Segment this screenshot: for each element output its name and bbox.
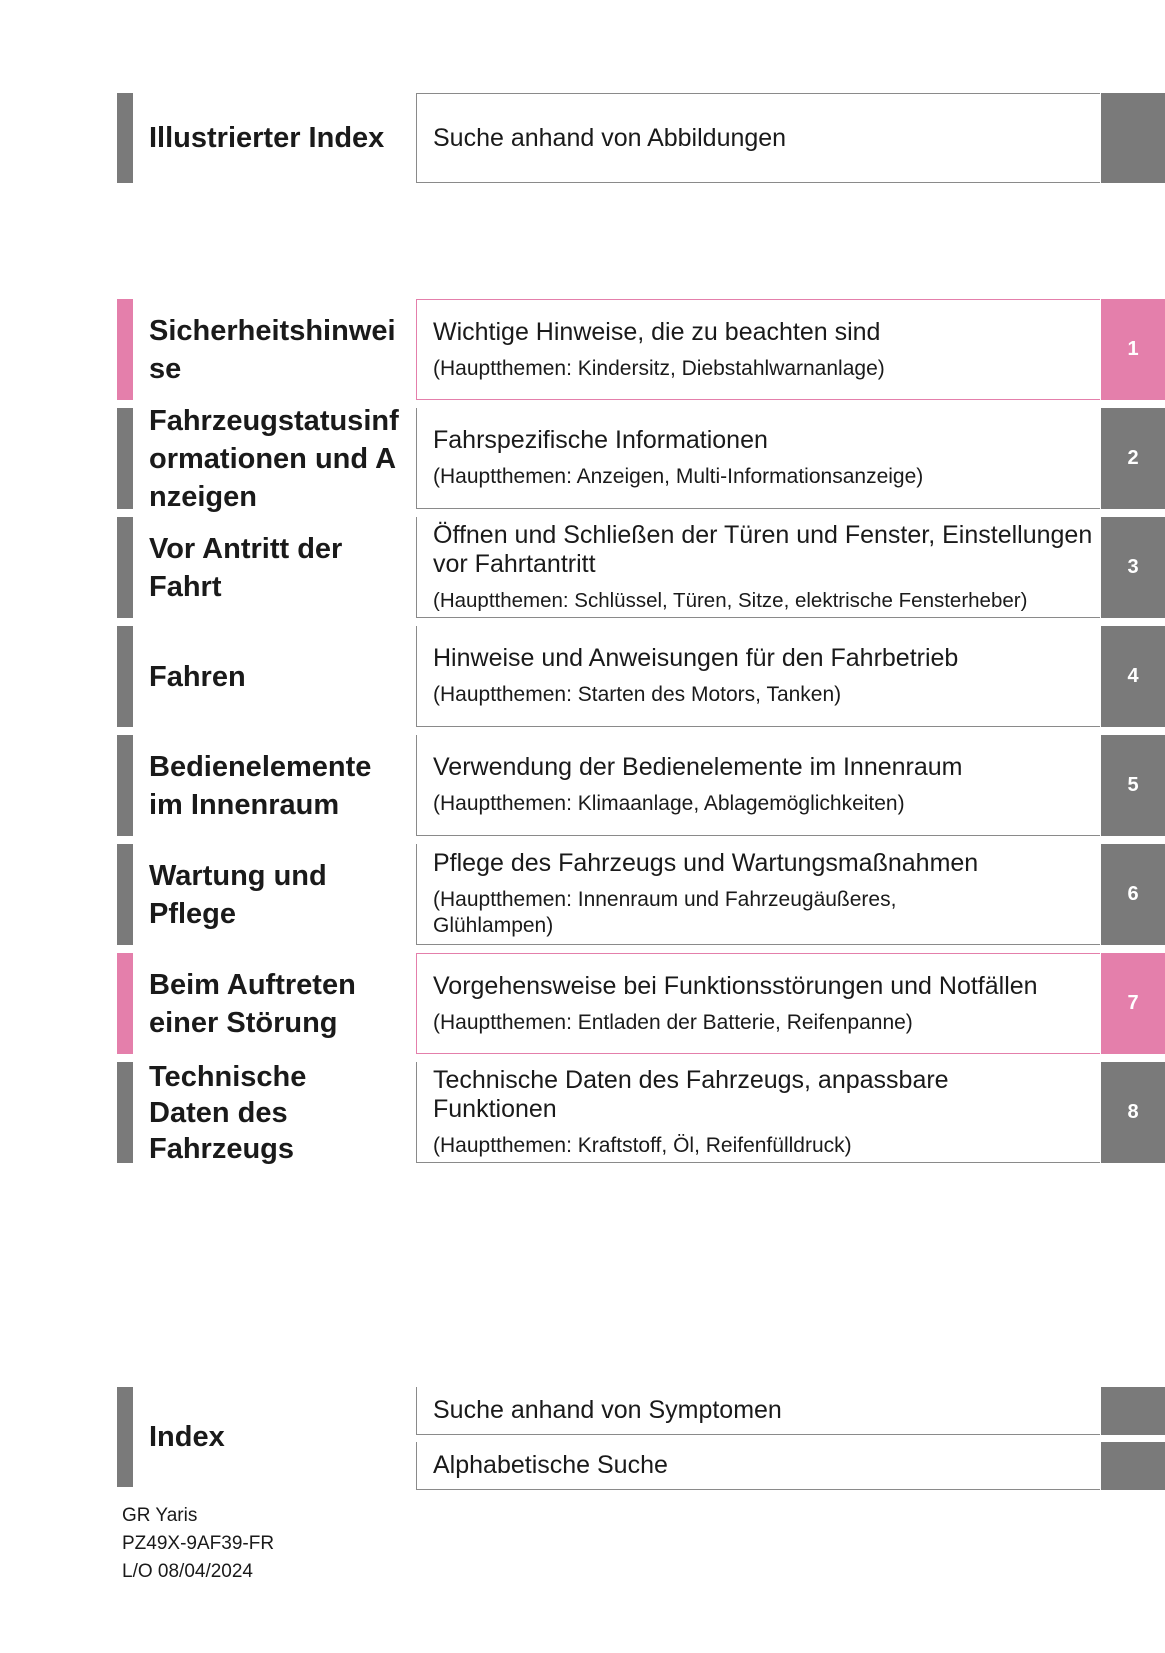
chapter-description: Hinweise und Anweisungen für den Fahrbetrieb — [433, 644, 959, 672]
chapter-description: Öffnen und Schließen der Türen und Fenster, Einstellungen vor Fahrtantritt — [433, 520, 1093, 578]
chapter-title: Sicherheitshinweise — [149, 314, 396, 385]
chapter-tab-8[interactable]: 8 — [1101, 1062, 1165, 1163]
chapter-description: Pflege des Fahrzeugs und Wartungsmaßnahmen — [433, 849, 979, 877]
index-symptoms[interactable]: Suche anhand von Symptomen — [433, 1396, 782, 1424]
chapter-row-8[interactable] — [0, 1062, 1165, 1163]
chapter-description-box — [416, 517, 1100, 618]
chapter-description-box — [416, 408, 1100, 509]
chapter-tab-7[interactable]: 7 — [1101, 953, 1165, 1054]
chapter-row-6[interactable] — [0, 844, 1165, 945]
chapter-tab-2[interactable]: 2 — [1101, 408, 1165, 509]
chapter-topics: (Hauptthemen: Schlüssel, Türen, Sitze, elektrische Fensterheber) — [433, 588, 1028, 612]
index-alphabetical-box — [416, 1442, 1100, 1490]
footer-model: GR Yaris — [122, 1505, 198, 1526]
section-marker — [117, 93, 133, 183]
chapter-description-box — [416, 735, 1100, 836]
footer — [122, 1502, 274, 1586]
illustrated-index-tab[interactable] — [1101, 93, 1165, 183]
chapter-marker — [117, 408, 133, 509]
index-symptoms-box — [416, 1387, 1100, 1435]
chapter-topics: (Hauptthemen: Kraftstoff, Öl, Reifenfülldruck) — [433, 1133, 852, 1157]
chapter-title: Vor Antritt der Fahrt — [149, 532, 343, 603]
chapter-title: Fahren — [149, 660, 246, 693]
chapter-marker — [117, 735, 133, 836]
illustrated-index-row[interactable] — [0, 93, 1165, 183]
chapter-marker — [117, 299, 133, 400]
illustrated-index-title: Illustrierter Index — [149, 122, 385, 154]
chapter-description-box — [416, 299, 1100, 400]
chapter-description: Wichtige Hinweise, die zu beachten sind — [433, 317, 881, 346]
chapter-description: Technische Daten des Fahrzeugs, anpassbare Funktionen — [433, 1065, 949, 1123]
chapter-title: Technische Daten des Fahrzeugs — [149, 1060, 307, 1165]
chapter-description: Verwendung der Bedienelemente im Innenraum — [433, 753, 963, 781]
chapter-row-4[interactable] — [0, 626, 1165, 727]
chapter-description-box — [416, 953, 1100, 1054]
chapter-title: Fahrzeugstatusinformationen und Anzeigen — [149, 404, 399, 513]
chapter-row-1[interactable] — [0, 299, 1165, 400]
chapter-description-box — [416, 844, 1100, 945]
chapter-description-box — [416, 626, 1100, 727]
chapter-topics: (Hauptthemen: Klimaanlage, Ablagemöglichkeiten) — [433, 792, 905, 815]
chapter-tab-5[interactable]: 5 — [1101, 735, 1165, 836]
footer-date: L/O 08/04/2024 — [122, 1561, 253, 1582]
chapter-tab-3[interactable]: 3 — [1101, 517, 1165, 618]
chapter-tab-1[interactable]: 1 — [1101, 299, 1165, 400]
chapter-topics: (Hauptthemen: Starten des Motors, Tanken) — [433, 683, 842, 706]
chapter-topics: (Hauptthemen: Anzeigen, Multi-Informationsanzeige) — [433, 465, 924, 488]
chapter-description: Fahrspezifische Informationen — [433, 426, 768, 454]
chapter-marker — [117, 517, 133, 618]
footer-code: PZ49X-9AF39-FR — [122, 1533, 275, 1554]
chapter-row-5[interactable] — [0, 735, 1165, 836]
chapter-title: Bedienelemente im Innenraum — [149, 750, 372, 821]
chapter-row-7[interactable] — [0, 953, 1165, 1054]
index-alphabetical-tab[interactable] — [1101, 1442, 1165, 1490]
chapter-marker — [117, 844, 133, 945]
index-title: Index — [149, 1421, 225, 1453]
illustrated-index-description: Suche anhand von Abbildungen — [433, 123, 787, 152]
chapter-row-3[interactable] — [0, 517, 1165, 618]
chapter-title: Wartung und Pflege — [149, 859, 327, 930]
chapter-row-2[interactable] — [0, 404, 1165, 513]
chapter-tab-4[interactable]: 4 — [1101, 626, 1165, 727]
chapter-topics: (Hauptthemen: Innenraum und Fahrzeugäußeres, Glühlampen) — [433, 888, 897, 937]
chapter-title: Beim Auftreten einer Störung — [149, 968, 356, 1039]
index-symptoms-tab[interactable] — [1101, 1387, 1165, 1435]
index-alphabetical-row[interactable] — [0, 1442, 1165, 1490]
illustrated-index-description-box — [416, 93, 1100, 183]
chapter-marker — [117, 626, 133, 727]
chapter-description-box — [416, 1062, 1100, 1163]
index-symptoms-row[interactable] — [0, 1387, 1165, 1435]
index-alphabetical[interactable]: Alphabetische Suche — [433, 1451, 668, 1479]
chapter-topics: (Hauptthemen: Entladen der Batterie, Reifenpanne) — [433, 1010, 913, 1034]
chapter-marker — [117, 953, 133, 1054]
chapter-description: Vorgehensweise bei Funktionsstörungen und Notfällen — [433, 971, 1038, 1000]
chapter-marker — [117, 1062, 133, 1163]
chapter-topics: (Hauptthemen: Kindersitz, Diebstahlwarnanlage) — [433, 356, 885, 380]
chapter-tab-6[interactable]: 6 — [1101, 844, 1165, 945]
